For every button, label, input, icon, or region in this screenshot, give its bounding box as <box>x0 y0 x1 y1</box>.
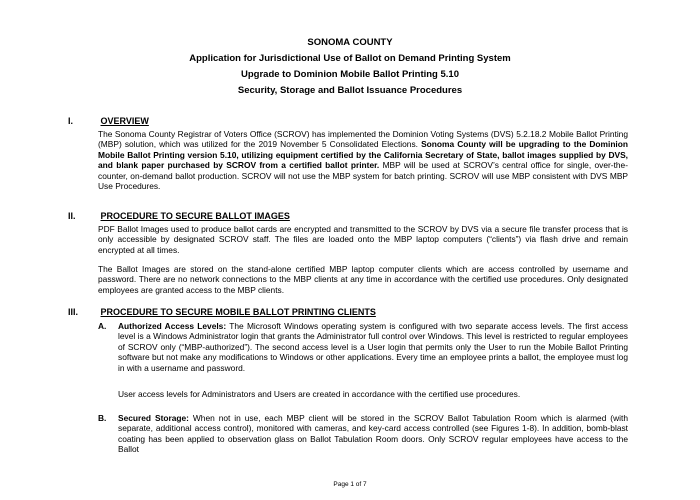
document-header <box>0 35 700 99</box>
header-procedures-title: Security, Storage and Ballot Issuance Procedures <box>237 85 463 96</box>
section-title: PROCEDURE TO SECURE BALLOT IMAGES <box>100 211 290 221</box>
section-title: PROCEDURE TO SECURE MOBILE BALLOT PRINTING CLIENTS <box>100 307 376 317</box>
subsection-secured-storage <box>98 413 628 455</box>
section-number: II. <box>68 211 76 221</box>
overview-text-intro: The Sonoma County Registrar of Voters Office (SCROV) has implemented the Dominion Voting Systems (DVS) 5.2.18.2 Mobile Ballot Printing (MBP) solution, which was utilized for the 2019 November 5 Consolidated Elections. <box>98 129 628 150</box>
header-application-title: Application for Jurisdictional Use of Ballot on Demand Printing System <box>189 53 511 64</box>
subsection-text: The Microsoft Windows operating system is configured with two separate access levels. The first access level is a Windows Administrator login that grants the Administrator full control over Windows. This level is restricted to regular employees of SCROV only (“MBP-authorized”). The second access level is a User login that permits only the User to run the Mobile Ballot Printing software but not make any modifications to Windows or other applications. Every time an employee prints a ballot, the employee must log in with a username and password. <box>118 321 628 373</box>
section-heading-overview <box>68 116 149 126</box>
subsection-lead: Authorized Access Levels: <box>118 321 227 331</box>
subsection-access-levels-note <box>98 389 628 399</box>
subsection-letter: A. <box>98 321 107 331</box>
section-number: III. <box>68 307 79 317</box>
subsection-body <box>118 413 628 455</box>
ballot-images-paragraph-2: The Ballot Images are stored on the stand-alone certified MBP laptop computer clients which are access controlled by username and password. There are no network connections to the MBP clients at any time in accordance with the certified use procedures. Only designated employees are granted access to the MBP clients. <box>98 264 628 295</box>
header-upgrade-title: Upgrade to Dominion Mobile Ballot Printing 5.10 <box>241 69 459 80</box>
section-title: OVERVIEW <box>100 116 149 126</box>
subsection-access-levels <box>98 321 628 373</box>
section-number: I. <box>68 116 74 126</box>
subsection-note-text: User access levels for Administrators and Users are created in accordance with the certified use procedures. <box>118 389 521 399</box>
overview-text-usage: MBP will be used at SCROV’s central office for single, over-the-counter, on-demand ballot production. SCROV will not use the MBP system for batch printing. SCROV will use MBP consistent with DVS MBP Use Procedures. <box>98 160 628 192</box>
page-number: Page 1 of 7 <box>333 481 367 488</box>
subsection-text: When not in use, each MBP client will be stored in the SCROV Ballot Tabulation Room which is alarmed (with separate, additional access control), monitored with cameras, and key-card access controlled (see Figures 1-8). In addition, bomb-blast coating has been applied to observation glass on Ballot Tabulation Room doors. Only SCROV regular employees have access to the Ballot <box>118 413 628 455</box>
overview-paragraph <box>98 129 628 191</box>
section-heading-mbp-clients <box>68 307 376 317</box>
ballot-images-paragraph-1: PDF Ballot Images used to produce ballot cards are encrypted and transmitted to the SCROV by DVS via a secure file transfer process that is only accessible by designated SCROV staff. The files are loaded onto the MBP laptop computers (“clients”) via flash drive and remain encrypted at all times. <box>98 224 628 255</box>
header-county: SONOMA COUNTY <box>307 37 393 48</box>
subsection-letter: B. <box>98 413 107 423</box>
overview-text-upgrade: Sonoma County will be upgrading to the Dominion Mobile Ballot Printing version 5.10, utilizing equipment certified by the California Secretary of State, ballot images supplied by DVS, and blank paper purchased by SCROV from a certified ballot printer. <box>98 139 628 171</box>
subsection-lead: Secured Storage: <box>118 413 189 423</box>
subsection-body <box>118 321 628 373</box>
section-heading-ballot-images <box>68 211 290 221</box>
